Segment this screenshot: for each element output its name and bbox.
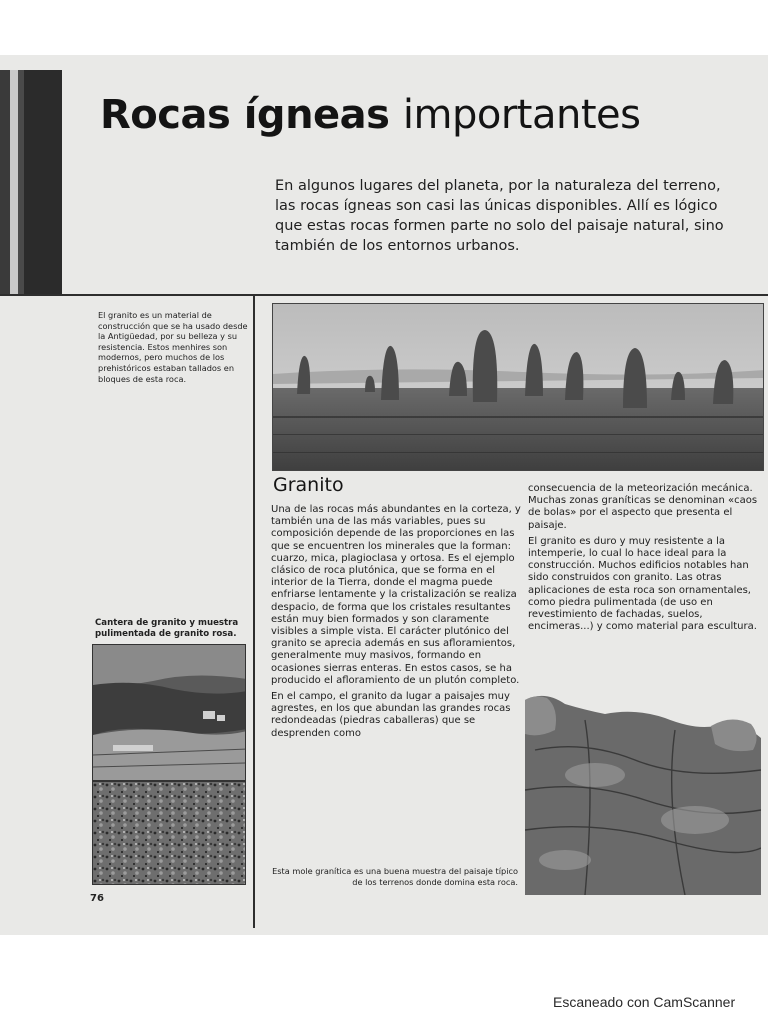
body-paragraph: Una de las rocas más abundantes en la corteza, y también una de las más variables, pues su composición depende de las proporciones en las que se encuentren los minerales que la forman: cuarzo, mica, plagioclasa y ortosa. Es el ejemplo clásico de roca plutónica, que se forma en el interior de la Tierra, donde el magma puede enfriarse lentamente y la cristalización se realiza despacio, de forma que los cristales resultantes están muy bien formados y son claramente visibles a simple vista. El carácter plutónico del granito se aprecia además en sus afloramientos, generalmente muy masivos, formando en ocasiones sierras enteras. En estos casos, se ha producido el afloramiento de un plutón completo. <box>271 504 521 686</box>
page-title <box>100 92 640 138</box>
quarry-photo <box>92 644 246 781</box>
body-paragraph: El granito es duro y muy resistente a la intemperie, lo cual lo hace ideal para la construcción. Muchos edificios notables han sido construidos con granito. Las otras aplicaciones de esta roca son ornamentales, como piedra pulimentada (de uso en revestimiento de fachadas, suelos, encimeras...) y como material para escultura. <box>528 535 757 633</box>
outcrop-caption: Esta mole granítica es una buena muestra del paisaje típico de los terrenos donde domina esta roca. <box>272 866 518 887</box>
intro-paragraph: En algunos lugares del planeta, por la naturaleza del terreno, las rocas ígneas son casi las únicas disponibles. Allí es lógico que estas rocas formen parte no solo del paisaje natural, sino también de los entornos urbanos. <box>275 178 724 254</box>
scan-top-margin <box>0 0 768 55</box>
quarry-caption: Cantera de granito y muestra pulimentada de granito rosa. <box>95 618 239 639</box>
body-paragraph: En el campo, el granito da lugar a paisajes muy agrestes, en los que abundan las grandes rocas redondeadas (piedras caballeras) que se desprenden como <box>271 691 511 739</box>
title-light: importantes <box>402 92 641 138</box>
title-bold: Rocas ígneas <box>100 92 390 138</box>
body-column-right <box>528 483 764 637</box>
section-title-granito: Granito <box>273 474 344 496</box>
page-number: 76 <box>90 893 104 904</box>
menhires-caption: El granito es un material de construcción que se ha usado desde la Antigüedad, por su belleza y su resistencia. Estos menhires son modernos, pero muchos de los prehistóricos estaban tallados en bloques de esta roca. <box>98 310 248 384</box>
polished-granite-photo <box>92 781 246 885</box>
page-edges <box>0 70 62 295</box>
camscanner-watermark: Escaneado con CamScanner <box>553 994 736 1010</box>
granite-outcrop-photo <box>525 680 761 895</box>
body-column-left <box>271 504 521 744</box>
scan-bottom-margin <box>0 935 768 1024</box>
menhires-photo <box>272 303 764 471</box>
horizontal-rule <box>0 294 768 296</box>
vertical-rule <box>253 296 255 928</box>
body-paragraph: consecuencia de la meteorización mecánica. Muchas zonas graníticas se denominan «caos de bolas» por el aspecto que presenta el paisaje. <box>528 483 758 531</box>
